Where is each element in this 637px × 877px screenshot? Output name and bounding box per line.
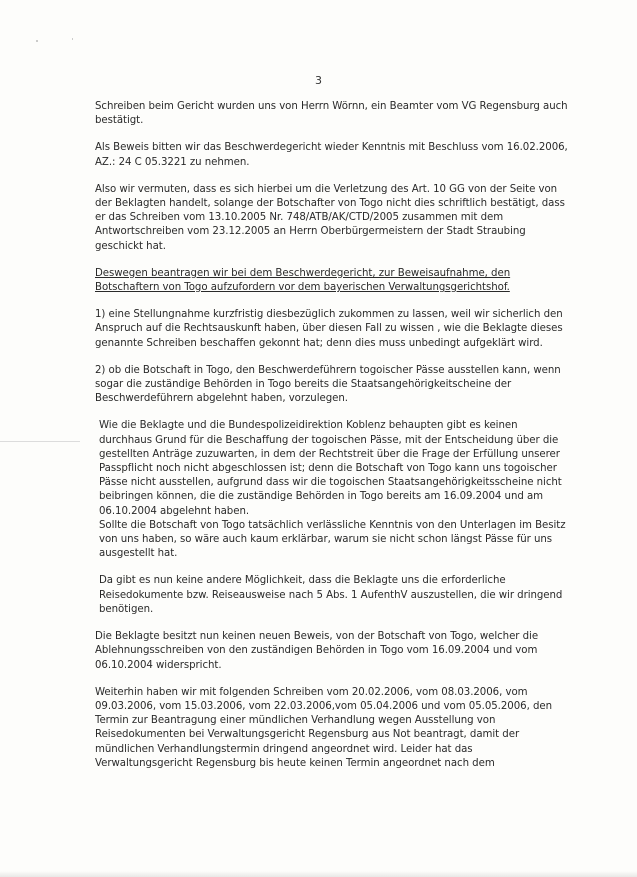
paragraph: Schreiben beim Gericht wurden uns von Herrn Wörnn, ein Beamter vom VG Regensburg auch bestätigt. [95,101,568,127]
page-number: 3 [315,74,322,87]
scan-line [0,441,80,442]
paragraph: Sollte die Botschaft von Togo tatsächlich verlässliche Kenntnis von den Unterlagen im Besitz von uns haben, so wäre auch kaum erklärbar, warum sie nicht schon längst Pässe für uns ausgestellt hat. [99,519,566,560]
paragraph: Also wir vermuten, dass es sich hierbei um die Verletzung des Art. 10 GG von der Seite von der Beklagten handelt, solange der Botschafter von Togo nicht dies schriftlich bestätigt, dass er das Schreiben vom 13.10.2005 Nr. 748/ATB/AK/CTD/2005 zusammen mit dem Antwortschreiben vom 23.12.2005 an Herrn Oberbürgermeistern der Stadt Straubing geschickt hat. [95,183,565,252]
paragraph: Weiterhin haben wir mit folgenden Schreiben vom 20.02.2006, vom 08.03.2006, vom 09.03.2006, vom 15.03.2006, vom 22.03.2006,vom 05.04.2006 und vom 05.05.2006, den Termin zur Beantragung einer mündlichen Verhandlung wegen Ausstellung von Reisedokumenten bei Verwaltungsgericht Regensburg aus Not beantragt, damit der mündlichen Verhandlungstermin dringend angeordnet wird. Leider hat das Verwaltungsgericht Regensburg bis heute keinen Termin angeordnet nach dem [95,686,553,769]
paragraph: Wie die Beklagte und die Bundespolizeidirektion Koblenz behaupten gibt es keinen durchhaus Grund für die Beschaffung der togoischen Pässe, mit der Entscheidung über die gestellten Anträge zuzuwarten, in dem der Rechtstreit über die Frage der Erfüllung unserer Passpflicht noch nicht abgeschlossen ist; denn die Botschaft von Togo kann uns togoischer Pässe nicht ausstellen, aufgrund dass wir die togoischen Staatsangehörigkeitsscheine nicht beibringen können, die die zuständige Behörden in Togo bereits am 16.09.2004 und am 06.10.2004 abgelehnt haben. [99,420,562,517]
paragraph: Die Beklagte besitzt nun keinen neuen Beweis, von der Botschaft von Togo, welcher die Ablehnungsschreiben von den zuständigen Behörden in Togo vom 16.09.2004 und vom 06.10.2004 widerspricht. [95,631,539,671]
paragraph: Als Beweis bitten wir das Beschwerdegericht wieder Kenntnis mit Beschluss vom 16.02.2006, AZ.: 24 C 05.3221 zu nehmen. [95,142,568,168]
scan-speck [72,38,73,40]
scan-speck [36,40,38,42]
paragraph: 1) eine Stellungnahme kurzfristig diesbezüglich zukommen zu lassen, weil wir sicherlich den Anspruch auf die Rechtsauskunft haben, über diesen Fall zu wissen , wie die Beklagte dieses genannte Schreiben beschaffen gekonnt hat; denn dies muss unbedingt aufgeklärt wird. [95,309,563,349]
paragraph: Da gibt es nun keine andere Möglichkeit, dass die Beklagte uns die erforderliche Reisedokumente bzw. Reiseausweise nach 5 Abs. 1 AufenthV auszustellen, die wir dringend benötigen. [99,575,563,615]
letter-body [95,100,573,784]
page-edge [0,871,637,877]
paragraph-underlined: Deswegen beantragen wir bei dem Beschwerdegericht, zur Beweisaufnahme, den Botschaftern von Togo aufzufordern vor dem bayerischen Verwaltungsgerichtshof. [95,267,511,294]
paragraph: 2) ob die Botschaft in Togo, den Beschwerdeführern togoischer Pässe ausstellen kann, wenn sogar die zuständige Behörden in Togo bereits die Staatsangehörigkeitscheine der Beschwerdeführern abgelehnt haben, vorzulegen. [95,364,561,405]
